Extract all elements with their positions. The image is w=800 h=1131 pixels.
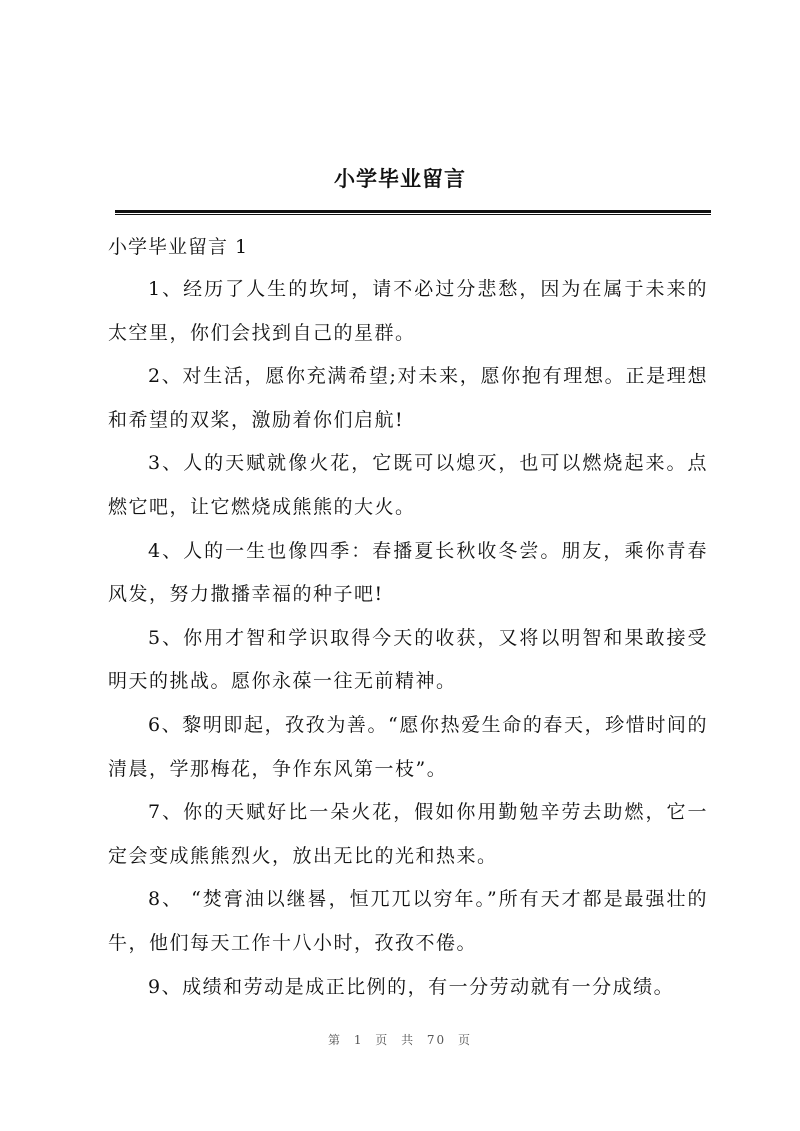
paragraph-8: 8、 “焚膏油以继晷，恒兀兀以穷年。”所有天才都是最强壮的牛，他们每天工作十八小时，孜孜不倦。 <box>108 888 708 954</box>
paragraph-3: 3、人的天赋就像火花，它既可以熄灭，也可以燃烧起来。点燃它吧，让它燃烧成熊熊的大火。 <box>108 452 708 518</box>
paragraph-7: 7、你的天赋好比一朵火花，假如你用勤勉辛劳去助燃，它一定会变成熊熊烈火，放出无比的光和热来。 <box>108 801 708 867</box>
paragraph-5: 5、你用才智和学识取得今天的收获，又将以明智和果敢接受明天的挑战。愿你永葆一往无前精神。 <box>108 626 708 693</box>
paragraph-2: 2、对生活，愿你充满希望;对未来，愿你抱有理想。正是理想和希望的双桨，激励着你们启航! <box>108 365 708 431</box>
title-divider-thick <box>115 210 711 213</box>
section-heading: 小学毕业留言 1 <box>108 236 249 258</box>
document-title: 小学毕业留言 <box>334 166 466 191</box>
body-text <box>108 268 708 1009</box>
page-number-footer: 第 1 页 共 70 页 <box>328 1033 472 1047</box>
paragraph-4: 4、人的一生也像四季：春播夏长秋收冬尝。朋友，乘你青春风发，努力撒播幸福的种子吧! <box>108 539 708 606</box>
paragraph-9: 9、成绩和劳动是成正比例的，有一分劳动就有一分成绩。 <box>148 975 675 998</box>
title-divider-thin <box>115 214 711 215</box>
paragraph-1: 1、经历了人生的坎坷，请不必过分悲愁，因为在属于未来的太空里，你们会找到自己的星群。 <box>108 278 708 344</box>
paragraph-6: 6、黎明即起，孜孜为善。“愿你热爱生命的春天，珍惜时间的清晨，学那梅花，争作东风第一枝”。 <box>108 713 708 780</box>
